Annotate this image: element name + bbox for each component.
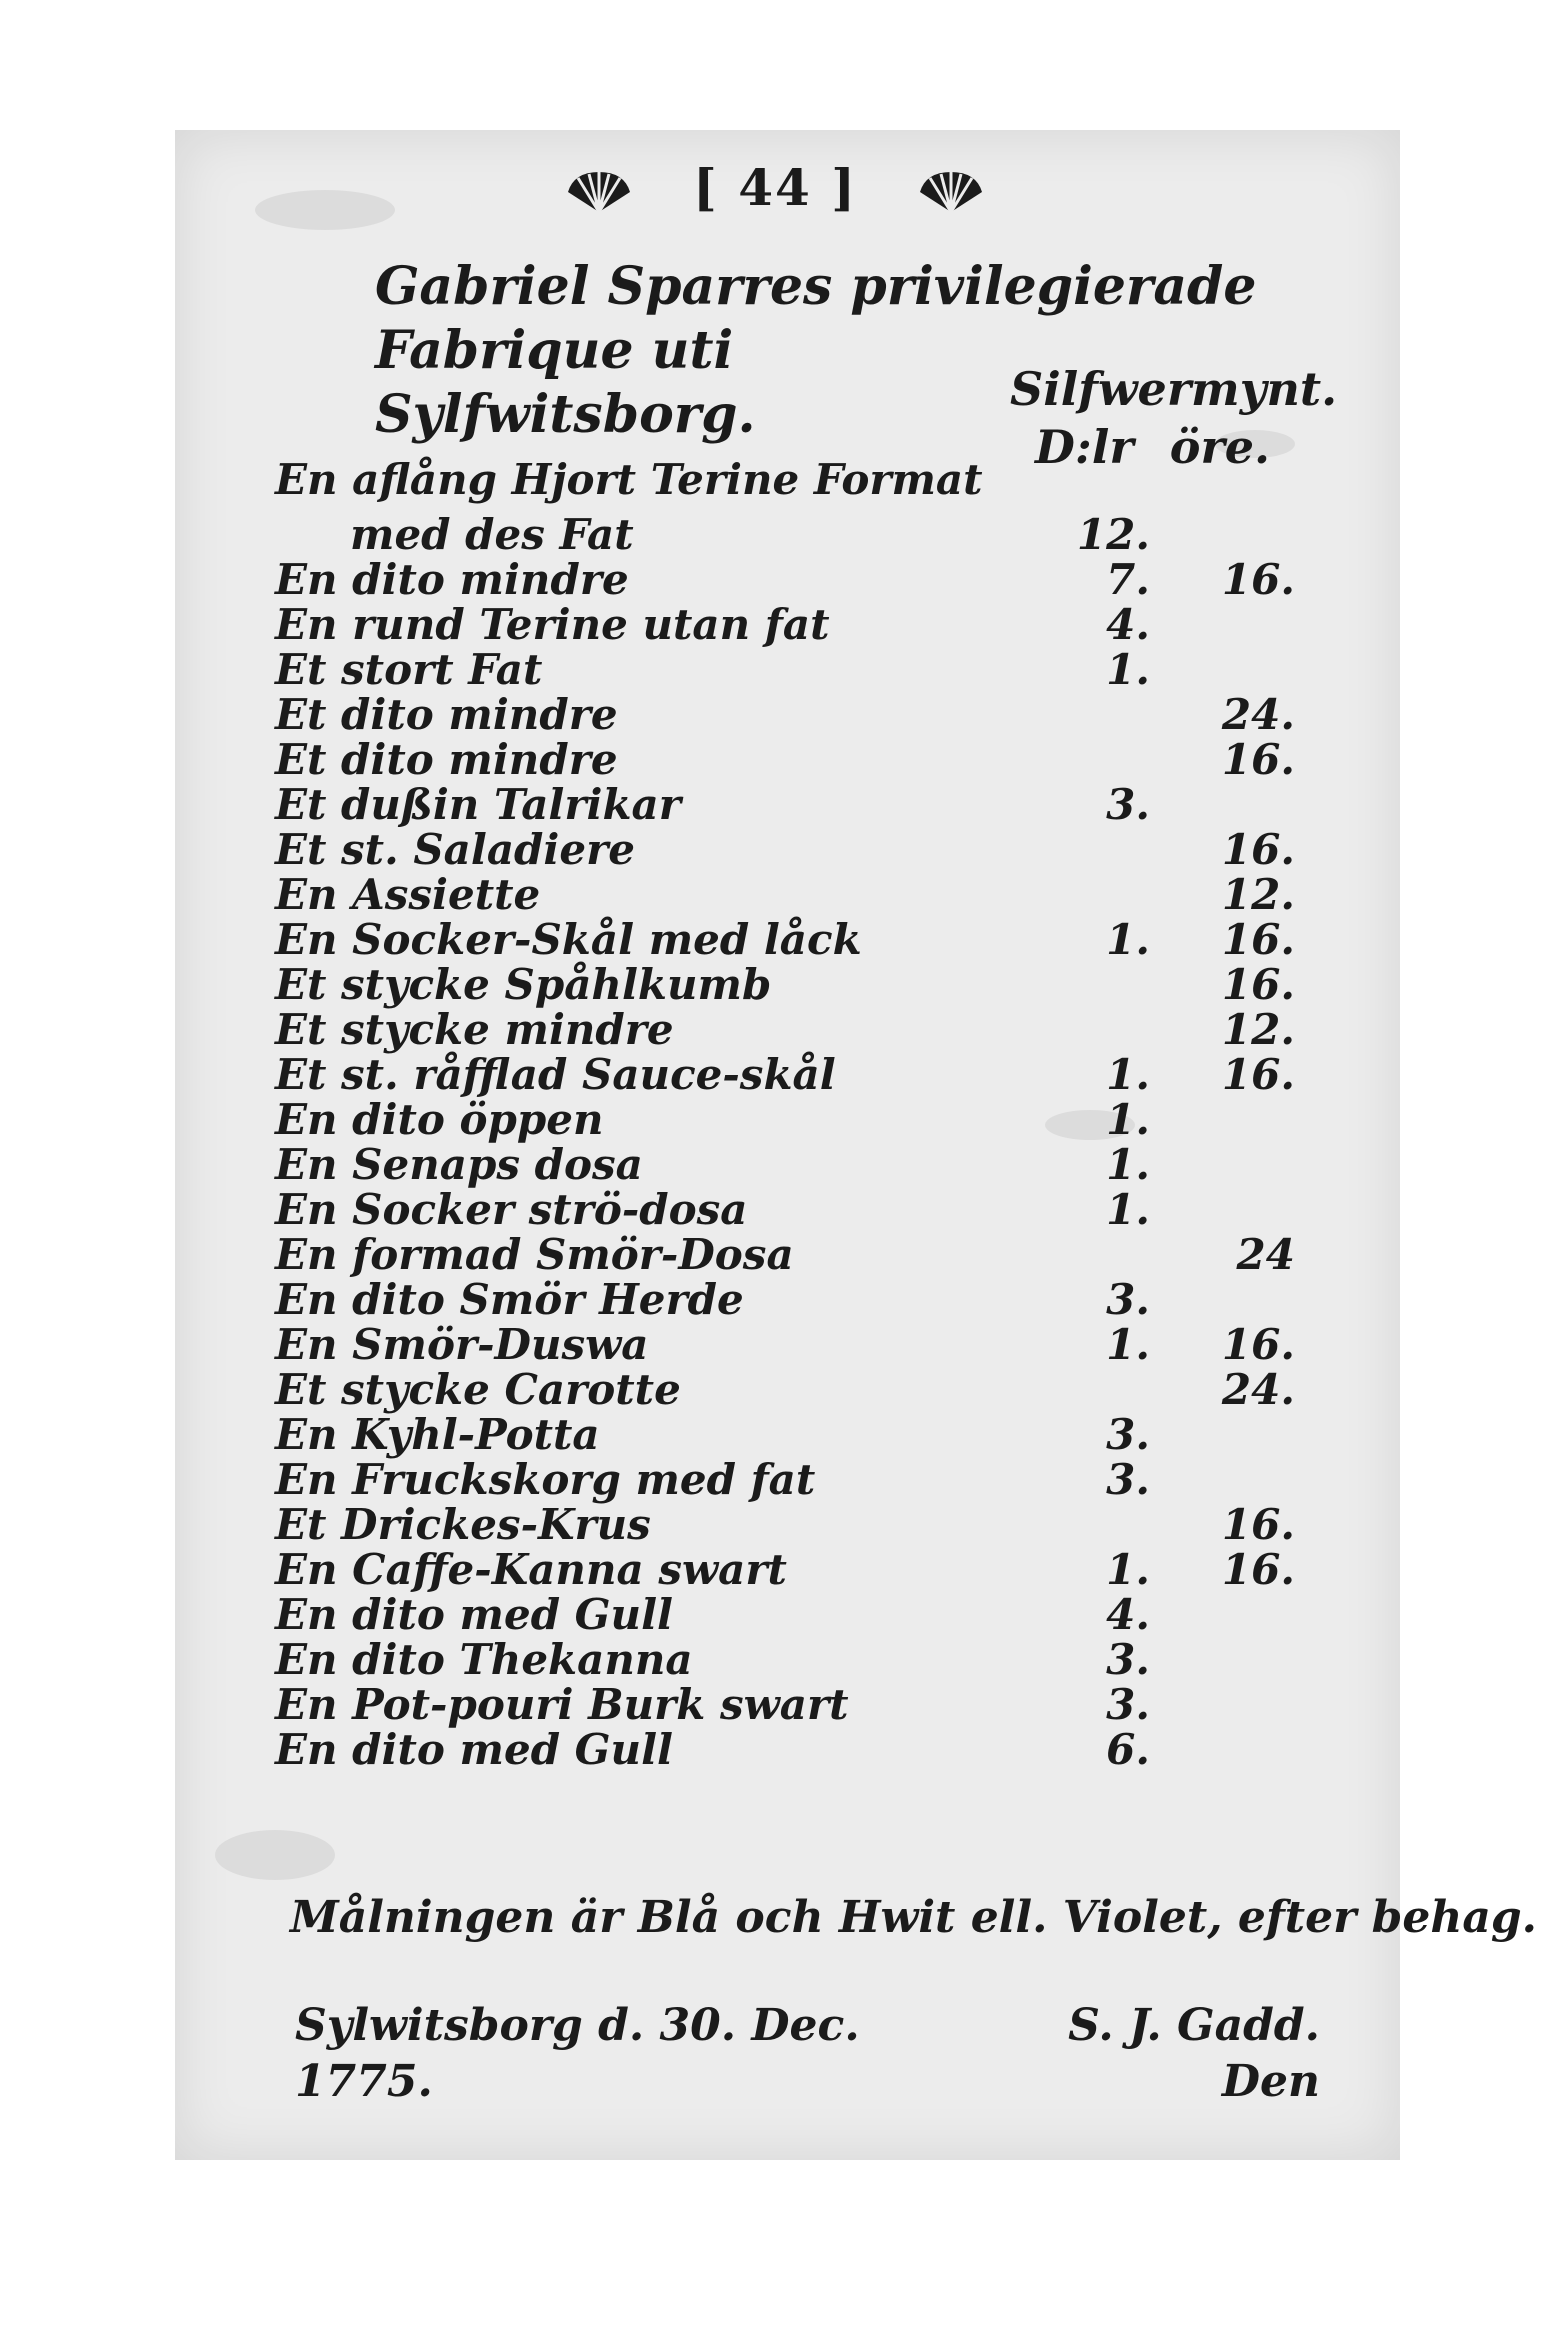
item-name: En dito mindre <box>275 555 629 604</box>
item-price-ore: 16. <box>1221 555 1295 604</box>
item-name: Et stycke Spåhlkumb <box>275 960 772 1009</box>
title-line-1: Gabriel Sparres privilegierade Fabrique uti <box>375 256 1257 381</box>
item-name: Et stort Fat <box>275 645 543 694</box>
list-item <box>275 1410 1315 1459</box>
item-price-ore: 16. <box>1221 1050 1295 1099</box>
item-price-dlr: 3. <box>1106 1680 1150 1729</box>
item-name: En Senaps dosa <box>275 1140 643 1189</box>
item-price-dlr: 4. <box>1106 600 1150 649</box>
item-price-ore: 16. <box>1221 1545 1295 1594</box>
column-dlr-header: D:lr <box>1035 420 1134 474</box>
list-item <box>275 1545 1315 1594</box>
list-item <box>275 690 1315 739</box>
list-item <box>275 1185 1315 1234</box>
item-name: En Socker strö-dosa <box>275 1185 748 1234</box>
item-name: En formad Smör-Dosa <box>275 1230 794 1279</box>
page-header <box>0 158 1550 217</box>
item-price-ore: 16. <box>1221 825 1295 874</box>
item-price-dlr: 3. <box>1106 780 1150 829</box>
list-item <box>275 870 1315 919</box>
place-date <box>295 1998 860 2110</box>
item-name: Et dußin Talrikar <box>275 780 681 829</box>
list-item <box>275 1095 1315 1144</box>
item-price-dlr: 3. <box>1106 1275 1150 1324</box>
item-name: Et dito mindre <box>275 735 618 784</box>
item-price-ore: 24. <box>1221 690 1295 739</box>
item-price-dlr: 1. <box>1106 915 1150 964</box>
signature-line-1: S. J. Gadd. <box>1068 2000 1320 2051</box>
column-ore-header: öre. <box>1169 420 1270 474</box>
item-name: En dito med Gull <box>275 1590 673 1639</box>
list-item <box>275 1500 1315 1549</box>
item-price-dlr: 6. <box>1106 1725 1150 1774</box>
list-item <box>275 645 1315 694</box>
item-price-ore: 16. <box>1221 915 1295 964</box>
place-date-line-2: 1775. <box>295 2056 433 2107</box>
item-price-ore: 16. <box>1221 1500 1295 1549</box>
item-name: En Smör-Duswa <box>275 1320 649 1369</box>
list-item <box>275 600 1315 649</box>
item-name: En dito öppen <box>275 1095 604 1144</box>
item-price-dlr: 12. <box>1076 510 1150 559</box>
list-item <box>275 1320 1315 1369</box>
item-price-ore: 16. <box>1221 735 1295 784</box>
item-name: Et st. Saladiere <box>275 825 635 874</box>
list-item <box>275 1590 1315 1639</box>
title-line-2: Sylfwitsborg. <box>375 384 756 445</box>
item-price-ore: 12. <box>1221 870 1295 919</box>
page-number: [ 44 ] <box>693 158 857 217</box>
price-list <box>275 455 1315 1774</box>
item-price-dlr: 1. <box>1106 645 1150 694</box>
list-item <box>275 555 1315 604</box>
shell-ornament-icon <box>564 168 634 216</box>
item-price-dlr: 1. <box>1106 1545 1150 1594</box>
item-name: Et stycke Carotte <box>275 1365 681 1414</box>
print-noise <box>215 1830 335 1880</box>
item-price-dlr: 1. <box>1106 1185 1150 1234</box>
paint-note: Målningen är Blå och Hwit ell. Violet, efter behag. <box>290 1892 1537 1943</box>
list-item <box>275 1230 1315 1279</box>
list-item <box>275 1635 1315 1684</box>
list-item <box>275 735 1315 784</box>
item-name: En dito Smör Herde <box>275 1275 744 1324</box>
item-price-ore: 12. <box>1221 1005 1295 1054</box>
item-price-dlr: 3. <box>1106 1410 1150 1459</box>
list-item <box>275 1680 1315 1729</box>
signature <box>1010 1998 1320 2110</box>
item-name: En dito Thekanna <box>275 1635 693 1684</box>
list-item <box>275 915 1315 964</box>
item-price-dlr: 3. <box>1106 1635 1150 1684</box>
item-price-dlr: 4. <box>1106 1590 1150 1639</box>
item-name: Et stycke mindre <box>275 1005 674 1054</box>
item-name: En dito med Gull <box>275 1725 673 1774</box>
item-price-ore: 16. <box>1221 960 1295 1009</box>
item-name: En rund Terine utan fat <box>275 600 830 649</box>
item-price-dlr: 3. <box>1106 1455 1150 1504</box>
shell-ornament-icon <box>916 168 986 216</box>
item-name: med des Fat <box>350 510 634 559</box>
item-price-ore: 16. <box>1221 1320 1295 1369</box>
list-item <box>275 1140 1315 1189</box>
list-item <box>275 1725 1315 1774</box>
signature-line-2: Den <box>1221 2056 1320 2107</box>
list-item <box>275 1275 1315 1324</box>
item-price-dlr: 1. <box>1106 1140 1150 1189</box>
list-item <box>275 1365 1315 1414</box>
list-item <box>275 455 1315 510</box>
item-name: En Fruckskorg med fat <box>275 1455 816 1504</box>
place-date-line-1: Sylwitsborg d. 30. Dec. <box>295 2000 860 2051</box>
list-item <box>275 1050 1315 1099</box>
item-price-dlr: 1. <box>1106 1050 1150 1099</box>
item-name: Et Drickes-Krus <box>275 1500 651 1549</box>
item-name: En aflång Hjort Terine Format <box>275 455 983 504</box>
list-item <box>275 1455 1315 1504</box>
list-item <box>275 780 1315 829</box>
list-item <box>275 1005 1315 1054</box>
item-name: Et st. råfflad Sauce-skål <box>275 1050 836 1099</box>
item-price-ore: 24 <box>1236 1230 1295 1279</box>
item-price-dlr: 1. <box>1106 1320 1150 1369</box>
item-name: Et dito mindre <box>275 690 618 739</box>
item-name: En Assiette <box>275 870 541 919</box>
item-name: En Socker-Skål med låck <box>275 915 862 964</box>
item-name: En Caffe-Kanna swart <box>275 1545 787 1594</box>
item-name: En Kyhl-Potta <box>275 1410 600 1459</box>
list-item <box>275 510 1315 559</box>
list-item <box>275 960 1315 1009</box>
list-item <box>275 825 1315 874</box>
item-price-ore: 24. <box>1221 1365 1295 1414</box>
item-name: En Pot-pouri Burk swart <box>275 1680 849 1729</box>
item-price-dlr: 7. <box>1106 555 1150 604</box>
currency-label: Silfwermynt. <box>1010 362 1338 416</box>
item-price-dlr: 1. <box>1106 1095 1150 1144</box>
